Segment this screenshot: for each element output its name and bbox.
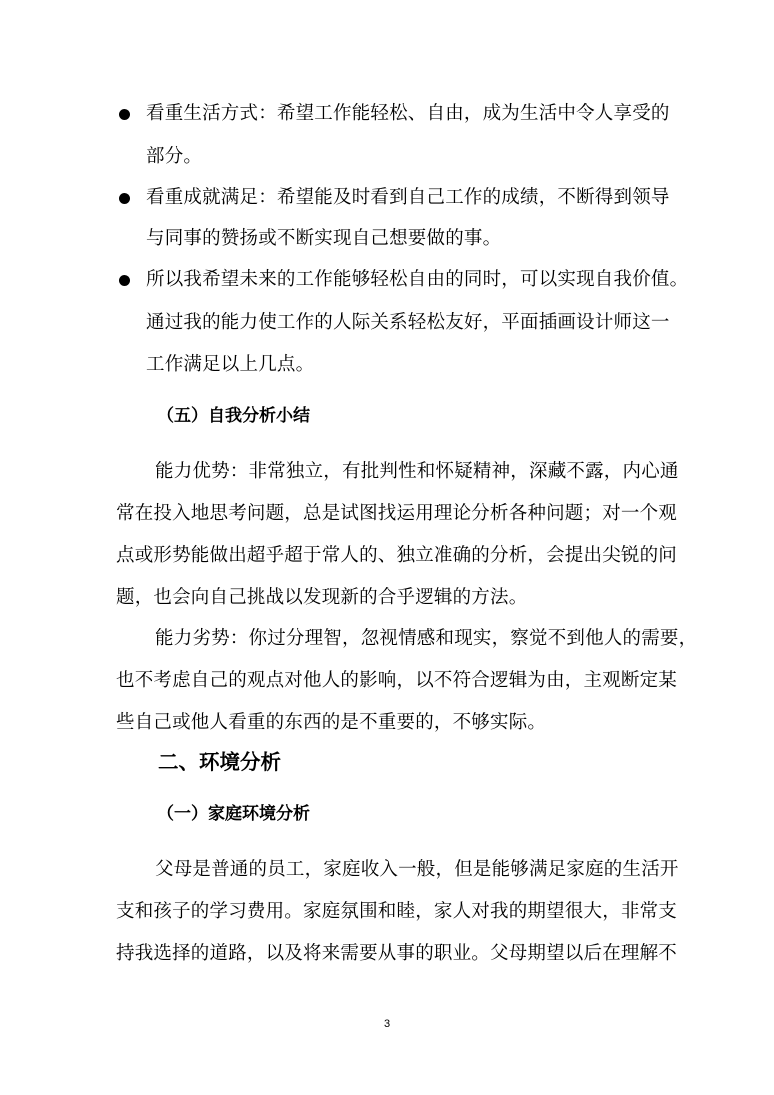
bullet-dot <box>119 275 130 286</box>
paragraph-line: 父母是普通的员工，家庭收入一般，但是能够满足家庭的生活开 <box>155 859 679 880</box>
paragraph-line: 些自己或他人看重的东西的是不重要的，不够实际。 <box>116 712 547 733</box>
paragraph-line: 常在投入地思考问题，总是试图找运用理论分析各种问题；对一个观 <box>116 503 678 524</box>
paragraph-line: 能力优势：非常独立，有批判性和怀疑精神，深藏不露，内心通 <box>155 461 679 482</box>
bullet-line: 部分。 <box>146 146 203 167</box>
section-heading: （一）家庭环境分析 <box>157 804 310 824</box>
paragraph-line: 支和孩子的学习费用。家庭氛围和睦，家人对我的期望很大，非常支 <box>116 901 678 922</box>
paragraph-line: 题，也会向自己挑战以发现新的合乎逻辑的方法。 <box>116 587 528 608</box>
page-number: 3 <box>383 1018 391 1030</box>
section-heading: （五）自我分析小结 <box>157 406 310 426</box>
bullet-line: 看重成就满足：希望能及时看到自己工作的成绩，不断得到领导 <box>146 187 670 208</box>
chapter-heading: 二、环境分析 <box>158 750 281 774</box>
bullet-line: 与同事的赞扬或不断实现自己想要做的事。 <box>146 228 502 249</box>
paragraph-line: 持我选择的道路，以及将来需要从事的职业。父母期望以后在理解不 <box>116 943 678 964</box>
bullet-line: 看重生活方式：希望工作能轻松、自由，成为生活中令人享受的 <box>146 103 670 124</box>
paragraph-line: 能力劣势：你过分理智，忽视情感和现实，察觉不到他人的需要， <box>155 628 698 649</box>
paragraph-line: 点或形势能做出超乎超于常人的、独立准确的分析，会提出尖锐的问 <box>116 545 678 566</box>
paragraph-line: 也不考虑自己的观点对他人的影响，以不符合逻辑为由，主观断定某 <box>116 670 678 691</box>
bullet-line: 工作满足以上几点。 <box>146 354 315 375</box>
bullet-dot <box>119 193 130 204</box>
bullet-line: 通过我的能力使工作的人际关系轻松友好，平面插画设计师这一 <box>146 312 670 333</box>
bullet-line: 所以我希望未来的工作能够轻松自由的同时，可以实现自我价值。 <box>146 269 689 290</box>
bullet-dot <box>119 109 130 120</box>
